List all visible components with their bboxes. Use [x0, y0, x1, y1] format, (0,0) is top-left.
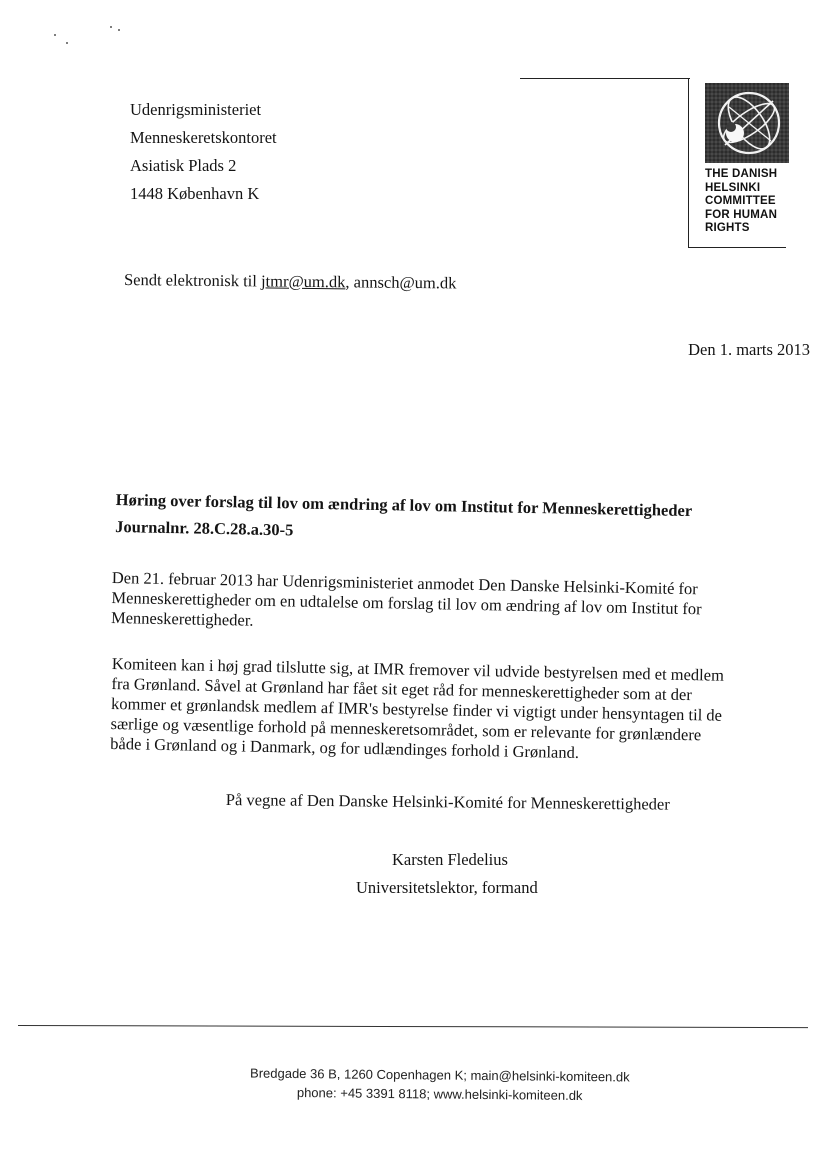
logo-frame-bottom-line — [688, 247, 786, 248]
signer-name: Karsten Fledelius — [392, 850, 508, 869]
sent-electronically-line — [124, 266, 457, 297]
email-annsch: annsch@um.dk — [353, 272, 457, 293]
logo-text-line: HELSINKI — [705, 181, 761, 194]
address-line: Asiatisk Plads 2 — [130, 156, 237, 175]
letter-footer — [200, 1063, 680, 1106]
signer-title: Universitetslektor, formand — [356, 878, 538, 897]
address-line: 1448 København K — [130, 184, 260, 203]
recipient-address — [130, 96, 277, 208]
letter-date: Den 1. marts 2013 — [688, 340, 810, 359]
logo-frame-vertical-line — [688, 78, 689, 248]
letter-subject — [115, 486, 716, 552]
body-paragraph-1: Den 21. februar 2013 har Udenrigsministeriet anmodet Den Danske Helsinki-Komité for Menneskerettigheder om en udtalelse om forslag til lov om ændring af lov om Institut for Menneskerettigheder. — [110, 568, 702, 630]
sent-separator: , — [345, 272, 354, 292]
globe-logo-icon — [705, 83, 789, 163]
logo-text-line: RIGHTS — [705, 222, 750, 234]
journal-number: Journalnr. 28.C.28.a.30-5 — [115, 516, 294, 540]
footer-divider — [18, 1025, 808, 1028]
scan-specks — [52, 20, 132, 50]
subject-title: Høring over forslag til lov om ændring af lov om Institut for Menneskerettigheder — [115, 489, 693, 521]
body-paragraph-2: Komiteen kan i høj grad tilslutte sig, at IMR fremover vil udvide bestyrelsen med et medlem fra Grønland. Såvel at Grønland har fået sit eget råd for menneskerettigheder som at der kommer et grønlandsk medlem af IMR's bestyrelse finder vi vigtigt under hensyntagen til de særlige og væsentlige forhold på menneskeretsområdet, som er relevante for grønlændere både i Grønland og i Danmark, og for udlændinges forhold i Grønland. — [110, 654, 725, 762]
closing-line: På vegne af Den Danske Helsinki-Komité for Menneskerettigheder — [225, 789, 670, 814]
sent-prefix: Sendt elektronisk til — [123, 270, 262, 291]
logo-text-line: THE DANISH — [705, 168, 778, 180]
address-line: Menneskeretskontoret — [130, 128, 277, 147]
footer-address-line: Bredgade 36 B, 1260 Copenhagen K; main@helsinki-komiteen.dk — [250, 1065, 630, 1085]
logo-text-line: FOR HUMAN — [705, 208, 778, 221]
logo-frame-top-line — [520, 78, 690, 79]
organization-logo-text — [705, 168, 805, 236]
footer-contact-line: phone: +45 3391 8118; www.helsinki-komiteen.dk — [296, 1085, 583, 1104]
logo-text-line: COMMITTEE — [705, 195, 776, 207]
address-line: Udenrigsministeriet — [130, 100, 262, 119]
email-link-jtmr[interactable]: jtmr@um.dk — [260, 271, 346, 292]
